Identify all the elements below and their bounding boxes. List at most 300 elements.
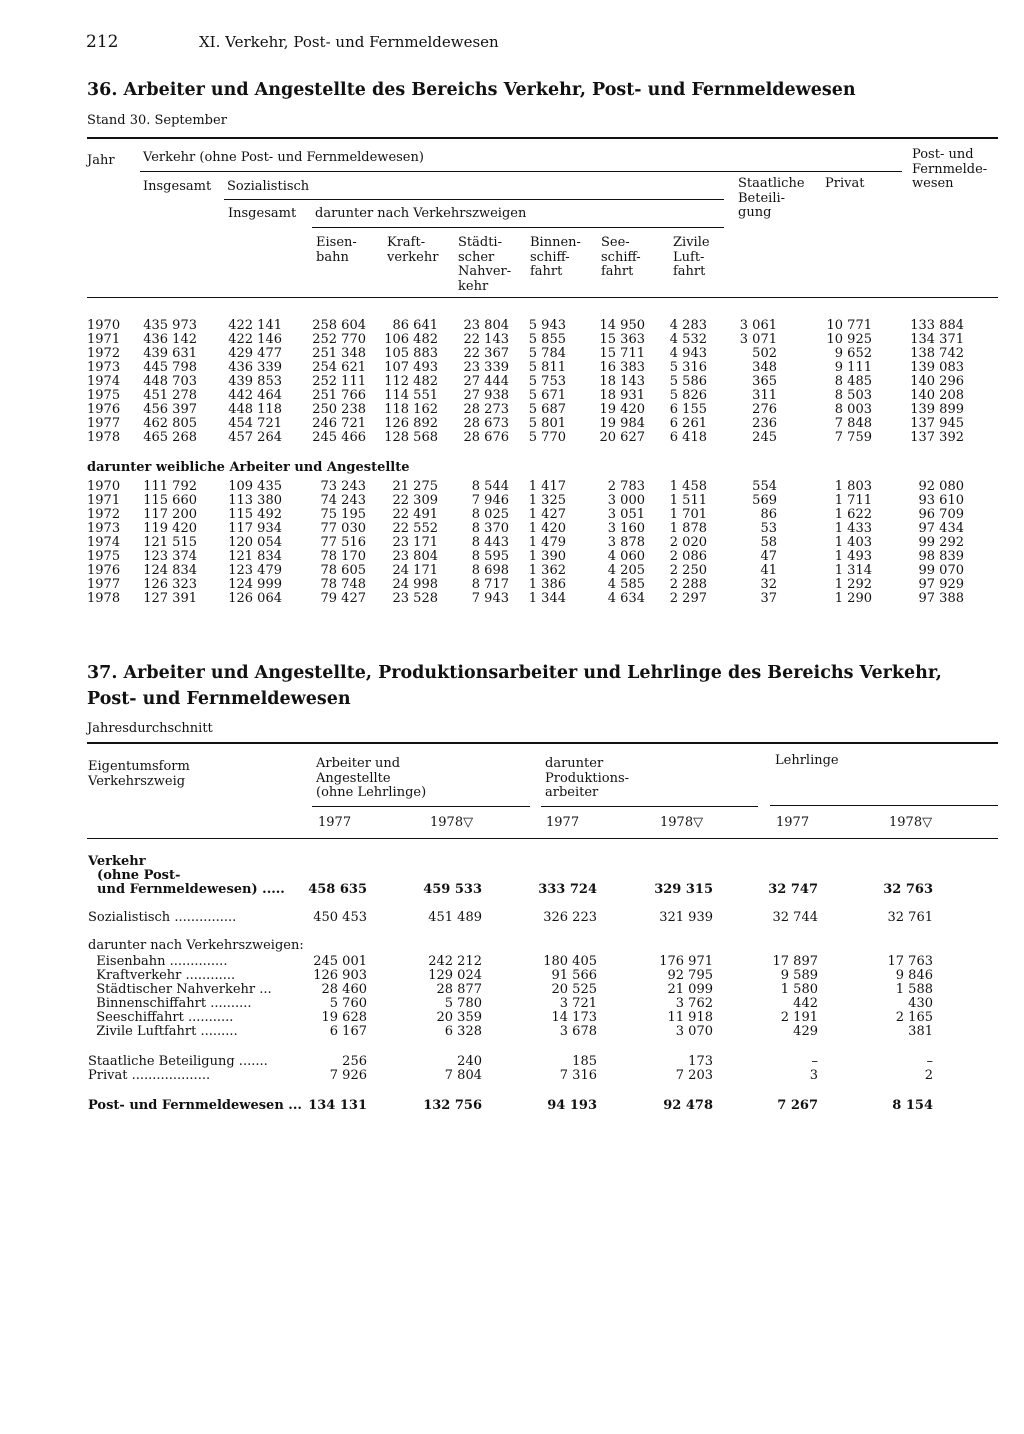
year-cell: 1973 bbox=[87, 360, 121, 375]
cell-arbeiter-1977: 19 628 bbox=[321, 1010, 367, 1025]
cell-privat: 8 485 bbox=[834, 374, 872, 389]
cell-kraftverkehr: 22 491 bbox=[392, 507, 438, 522]
cell-staatlich: 569 bbox=[752, 493, 777, 508]
cell-luft: 6 155 bbox=[669, 402, 707, 417]
year-cell: 1970 bbox=[87, 479, 121, 494]
cell-arbeiter-1978: 129 024 bbox=[428, 968, 482, 983]
cell-produktion-1978: 21 099 bbox=[667, 982, 713, 997]
cell-soz-insgesamt: 442 464 bbox=[228, 388, 282, 403]
t37-rule-lehrlinge bbox=[770, 805, 998, 806]
t36-col-post: Post- und Fernmelde- wesen bbox=[912, 147, 988, 191]
cell-soz-insgesamt: 109 435 bbox=[228, 479, 282, 494]
cell-binnen: 5 943 bbox=[528, 318, 566, 333]
year-cell: 1976 bbox=[87, 402, 121, 417]
cell-see: 4 634 bbox=[607, 591, 645, 606]
row-label: Eisenbahn .............. bbox=[88, 954, 228, 969]
cell-soz-insgesamt: 457 264 bbox=[228, 430, 282, 445]
table-row bbox=[0, 417, 1024, 431]
t37-year-1978-a: 1978▽ bbox=[430, 815, 474, 830]
cell-insgesamt: 456 397 bbox=[143, 402, 197, 417]
table-row bbox=[0, 1099, 1024, 1113]
cell-post: 93 610 bbox=[918, 493, 964, 508]
t36-col-sozialistisch: Sozialistisch bbox=[227, 179, 310, 194]
cell-post: 133 884 bbox=[910, 318, 964, 333]
cell-staatlich: 37 bbox=[760, 591, 777, 606]
cell-privat: 9 111 bbox=[834, 360, 872, 375]
cell-see: 19 984 bbox=[599, 416, 645, 431]
cell-arbeiter-1977: 245 001 bbox=[313, 954, 367, 969]
cell-luft: 5 586 bbox=[669, 374, 707, 389]
cell-staatlich: 554 bbox=[752, 479, 777, 494]
table-row bbox=[0, 375, 1024, 389]
cell-privat: 1 433 bbox=[834, 521, 872, 536]
table37-title-line1: 37. Arbeiter und Angestellte, Produktionsarbeiter und Lehrlinge des Bereichs Verkehr, bbox=[87, 663, 942, 683]
t36-rule-darunter bbox=[312, 227, 724, 228]
cell-lehrlinge-1977: 2 191 bbox=[780, 1010, 818, 1025]
cell-privat: 1 292 bbox=[834, 577, 872, 592]
cell-staatlich: 311 bbox=[752, 388, 777, 403]
t36-female-label: darunter weibliche Arbeiter und Angestellte bbox=[87, 460, 410, 475]
cell-soz-insgesamt: 124 999 bbox=[228, 577, 282, 592]
cell-produktion-1977: 7 316 bbox=[559, 1068, 597, 1083]
cell-staedtischer: 23 339 bbox=[463, 360, 509, 375]
cell-insgesamt: 127 391 bbox=[143, 591, 197, 606]
table-row bbox=[0, 983, 1024, 997]
table36-top-rule bbox=[87, 137, 998, 139]
cell-eisenbahn: 245 466 bbox=[312, 430, 366, 445]
year-cell: 1977 bbox=[87, 416, 121, 431]
table-row bbox=[0, 911, 1024, 925]
cell-binnen: 1 479 bbox=[528, 535, 566, 550]
table-row bbox=[0, 508, 1024, 522]
cell-insgesamt: 435 973 bbox=[143, 318, 197, 333]
cell-kraftverkehr: 23 528 bbox=[392, 591, 438, 606]
t36-col-see: See- schiff- fahrt bbox=[601, 235, 641, 279]
cell-privat: 7 759 bbox=[834, 430, 872, 445]
cell-produktion-1977: 91 566 bbox=[551, 968, 597, 983]
t36-col-insgesamt: Insgesamt bbox=[143, 179, 212, 194]
year-cell: 1977 bbox=[87, 577, 121, 592]
cell-lehrlinge-1978: 2 165 bbox=[895, 1010, 933, 1025]
cell-post: 139 899 bbox=[910, 402, 964, 417]
year-cell: 1971 bbox=[87, 493, 121, 508]
cell-kraftverkehr: 24 998 bbox=[392, 577, 438, 592]
cell-staedtischer: 27 938 bbox=[463, 388, 509, 403]
cell-see: 20 627 bbox=[599, 430, 645, 445]
cell-post: 99 292 bbox=[918, 535, 964, 550]
cell-kraftverkehr: 126 892 bbox=[384, 416, 438, 431]
table-row bbox=[0, 347, 1024, 361]
row-label: Städtischer Nahverkehr ... bbox=[88, 982, 272, 997]
cell-produktion-1977: 20 525 bbox=[551, 982, 597, 997]
t37-year-1977-a: 1977 bbox=[318, 815, 352, 830]
t36-col-luft: Zivile Luft- fahrt bbox=[673, 235, 710, 279]
cell-insgesamt: 465 268 bbox=[143, 430, 197, 445]
cell-lehrlinge-1978: 9 846 bbox=[895, 968, 933, 983]
year-cell: 1971 bbox=[87, 332, 121, 347]
cell-eisenbahn: 250 238 bbox=[312, 402, 366, 417]
cell-binnen: 5 671 bbox=[528, 388, 566, 403]
cell-staatlich: 32 bbox=[760, 577, 777, 592]
cell-staedtischer: 23 804 bbox=[463, 318, 509, 333]
table-row bbox=[0, 536, 1024, 550]
cell-arbeiter-1977: 126 903 bbox=[313, 968, 367, 983]
cell-eisenbahn: 79 427 bbox=[320, 591, 366, 606]
cell-post: 97 929 bbox=[918, 577, 964, 592]
cell-luft: 2 250 bbox=[669, 563, 707, 578]
cell-lehrlinge-1978: 381 bbox=[908, 1024, 933, 1039]
row-label: Binnenschiffahrt .......... bbox=[88, 996, 252, 1011]
table-row bbox=[0, 564, 1024, 578]
cell-staatlich: 365 bbox=[752, 374, 777, 389]
cell-arbeiter-1978: 451 489 bbox=[428, 910, 482, 925]
cell-arbeiter-1978: 28 877 bbox=[436, 982, 482, 997]
cell-privat: 10 925 bbox=[826, 332, 872, 347]
t37-header-bottom-rule bbox=[87, 838, 998, 839]
t36-col-staedtischer: Städti- scher Nahver- kehr bbox=[458, 235, 512, 294]
year-cell: 1972 bbox=[87, 346, 121, 361]
cell-insgesamt: 117 200 bbox=[143, 507, 197, 522]
cell-soz-insgesamt: 120 054 bbox=[228, 535, 282, 550]
cell-soz-insgesamt: 117 934 bbox=[228, 521, 282, 536]
cell-produktion-1977: 3 678 bbox=[559, 1024, 597, 1039]
table-row bbox=[0, 1069, 1024, 1083]
cell-soz-insgesamt: 121 834 bbox=[228, 549, 282, 564]
cell-privat: 10 771 bbox=[826, 318, 872, 333]
cell-lehrlinge-1977: 9 589 bbox=[780, 968, 818, 983]
cell-eisenbahn: 78 605 bbox=[320, 563, 366, 578]
cell-soz-insgesamt: 113 380 bbox=[228, 493, 282, 508]
cell-binnen: 5 770 bbox=[528, 430, 566, 445]
cell-produktion-1978: 3 070 bbox=[675, 1024, 713, 1039]
cell-staatlich: 502 bbox=[752, 346, 777, 361]
cell-produktion-1978: 11 918 bbox=[667, 1010, 713, 1025]
cell-binnen: 5 784 bbox=[528, 346, 566, 361]
year-cell: 1973 bbox=[87, 521, 121, 536]
t37-col-arbeiter: Arbeiter und Angestellte (ohne Lehrlinge) bbox=[316, 756, 427, 800]
cell-see: 19 420 bbox=[599, 402, 645, 417]
cell-staedtischer: 8 025 bbox=[471, 507, 509, 522]
table-row bbox=[0, 480, 1024, 494]
cell-post: 97 434 bbox=[918, 521, 964, 536]
cell-binnen: 1 420 bbox=[528, 521, 566, 536]
t36-col-kraftverkehr: Kraft- verkehr bbox=[387, 235, 439, 265]
t36-rule-sozialistisch bbox=[224, 199, 724, 200]
year-cell: 1978 bbox=[87, 430, 121, 445]
cell-post: 97 388 bbox=[918, 591, 964, 606]
table-row bbox=[0, 319, 1024, 333]
cell-privat: 1 403 bbox=[834, 535, 872, 550]
row-label: Privat ................... bbox=[88, 1068, 211, 1083]
table-row bbox=[0, 431, 1024, 445]
cell-binnen: 1 325 bbox=[528, 493, 566, 508]
cell-arbeiter-1977: 134 131 bbox=[308, 1098, 367, 1113]
cell-kraftverkehr: 128 568 bbox=[384, 430, 438, 445]
t36-header-bottom-rule bbox=[87, 297, 998, 298]
cell-luft: 2 288 bbox=[669, 577, 707, 592]
cell-post: 139 083 bbox=[910, 360, 964, 375]
cell-arbeiter-1978: 459 533 bbox=[423, 882, 482, 897]
table-row bbox=[0, 494, 1024, 508]
cell-produktion-1977: 326 223 bbox=[543, 910, 597, 925]
cell-kraftverkehr: 114 551 bbox=[384, 388, 438, 403]
cell-produktion-1978: 92 478 bbox=[663, 1098, 713, 1113]
table37-subtitle: Jahresdurchschnitt bbox=[87, 721, 213, 736]
table-row bbox=[0, 361, 1024, 375]
cell-kraftverkehr: 112 482 bbox=[384, 374, 438, 389]
cell-luft: 4 532 bbox=[669, 332, 707, 347]
cell-produktion-1977: 3 721 bbox=[559, 996, 597, 1011]
row-label: Post- und Fernmeldewesen ... bbox=[88, 1098, 302, 1113]
cell-lehrlinge-1977: 32 747 bbox=[768, 882, 818, 897]
cell-privat: 1 290 bbox=[834, 591, 872, 606]
cell-soz-insgesamt: 429 477 bbox=[228, 346, 282, 361]
cell-staedtischer: 8 698 bbox=[471, 563, 509, 578]
row-label: Verkehr (ohne Post- und Fernmeldewesen) ..... bbox=[88, 854, 285, 897]
cell-produktion-1978: 176 971 bbox=[659, 954, 713, 969]
cell-post: 98 839 bbox=[918, 549, 964, 564]
year-cell: 1974 bbox=[87, 535, 121, 550]
year-cell: 1970 bbox=[87, 318, 121, 333]
cell-insgesamt: 124 834 bbox=[143, 563, 197, 578]
cell-lehrlinge-1977: 429 bbox=[793, 1024, 818, 1039]
table-row bbox=[0, 883, 1024, 897]
cell-staedtischer: 28 676 bbox=[463, 430, 509, 445]
row-label: darunter nach Verkehrszweigen: bbox=[88, 938, 304, 953]
cell-soz-insgesamt: 126 064 bbox=[228, 591, 282, 606]
t37-year-1978-b: 1978▽ bbox=[660, 815, 704, 830]
cell-post: 137 945 bbox=[910, 416, 964, 431]
t36-col-jahr: Jahr bbox=[87, 153, 115, 168]
cell-soz-insgesamt: 115 492 bbox=[228, 507, 282, 522]
cell-arbeiter-1978: 242 212 bbox=[428, 954, 482, 969]
cell-arbeiter-1977: 5 760 bbox=[329, 996, 367, 1011]
year-cell: 1975 bbox=[87, 549, 121, 564]
cell-produktion-1978: 329 315 bbox=[654, 882, 713, 897]
cell-privat: 9 652 bbox=[834, 346, 872, 361]
cell-privat: 8 503 bbox=[834, 388, 872, 403]
cell-insgesamt: 462 805 bbox=[143, 416, 197, 431]
t37-year-1978-c: 1978▽ bbox=[889, 815, 933, 830]
cell-staatlich: 47 bbox=[760, 549, 777, 564]
table-row bbox=[0, 1011, 1024, 1025]
table-row bbox=[0, 403, 1024, 417]
t37-col-eigentum: Eigentumsform Verkehrszweig bbox=[88, 759, 190, 789]
table-row bbox=[0, 333, 1024, 347]
cell-luft: 2 297 bbox=[669, 591, 707, 606]
t36-col-darunter: darunter nach Verkehrszweigen bbox=[315, 206, 527, 221]
cell-soz-insgesamt: 422 146 bbox=[228, 332, 282, 347]
cell-see: 2 783 bbox=[607, 479, 645, 494]
cell-produktion-1977: 185 bbox=[572, 1054, 597, 1069]
cell-eisenbahn: 252 111 bbox=[312, 374, 366, 389]
cell-insgesamt: 448 703 bbox=[143, 374, 197, 389]
table-row bbox=[0, 939, 1024, 953]
cell-arbeiter-1977: 458 635 bbox=[308, 882, 367, 897]
table-row bbox=[0, 578, 1024, 592]
cell-luft: 1 878 bbox=[669, 521, 707, 536]
cell-produktion-1977: 94 193 bbox=[547, 1098, 597, 1113]
cell-eisenbahn: 73 243 bbox=[320, 479, 366, 494]
cell-privat: 8 003 bbox=[834, 402, 872, 417]
cell-eisenbahn: 75 195 bbox=[320, 507, 366, 522]
cell-eisenbahn: 254 621 bbox=[312, 360, 366, 375]
cell-binnen: 1 344 bbox=[528, 591, 566, 606]
cell-see: 3 051 bbox=[607, 507, 645, 522]
cell-staatlich: 86 bbox=[760, 507, 777, 522]
table-row bbox=[0, 550, 1024, 564]
t37-col-produktion: darunter Produktions- arbeiter bbox=[545, 756, 630, 800]
cell-staedtischer: 8 595 bbox=[471, 549, 509, 564]
cell-arbeiter-1977: 28 460 bbox=[321, 982, 367, 997]
cell-luft: 6 418 bbox=[669, 430, 707, 445]
cell-soz-insgesamt: 439 853 bbox=[228, 374, 282, 389]
cell-arbeiter-1978: 20 359 bbox=[436, 1010, 482, 1025]
table-row bbox=[0, 592, 1024, 606]
table-row bbox=[0, 1025, 1024, 1039]
t36-col-eisenbahn: Eisen- bahn bbox=[316, 235, 357, 265]
cell-staatlich: 245 bbox=[752, 430, 777, 445]
cell-see: 3 000 bbox=[607, 493, 645, 508]
cell-post: 140 296 bbox=[910, 374, 964, 389]
table37-title-line2: Post- und Fernmeldewesen bbox=[87, 689, 351, 709]
cell-luft: 1 701 bbox=[669, 507, 707, 522]
cell-insgesamt: 439 631 bbox=[143, 346, 197, 361]
cell-lehrlinge-1977: 17 897 bbox=[772, 954, 818, 969]
cell-lehrlinge-1977: 3 bbox=[809, 1068, 818, 1083]
cell-luft: 1 511 bbox=[669, 493, 707, 508]
cell-staedtischer: 22 367 bbox=[463, 346, 509, 361]
running-title: XI. Verkehr, Post- und Fernmeldewesen bbox=[199, 33, 499, 51]
year-cell: 1976 bbox=[87, 563, 121, 578]
cell-lehrlinge-1978: 17 763 bbox=[887, 954, 933, 969]
cell-eisenbahn: 78 748 bbox=[320, 577, 366, 592]
t37-year-1977-c: 1977 bbox=[776, 815, 810, 830]
t36-col-staatlich: Staatliche Beteili- gung bbox=[738, 176, 805, 220]
cell-insgesamt: 436 142 bbox=[143, 332, 197, 347]
table-row bbox=[0, 997, 1024, 1011]
cell-eisenbahn: 78 170 bbox=[320, 549, 366, 564]
cell-kraftverkehr: 22 552 bbox=[392, 521, 438, 536]
cell-produktion-1978: 173 bbox=[688, 1054, 713, 1069]
cell-insgesamt: 111 792 bbox=[143, 479, 197, 494]
t37-year-1977-b: 1977 bbox=[546, 815, 580, 830]
cell-see: 3 160 bbox=[607, 521, 645, 536]
cell-kraftverkehr: 107 493 bbox=[384, 360, 438, 375]
cell-arbeiter-1977: 450 453 bbox=[313, 910, 367, 925]
cell-soz-insgesamt: 454 721 bbox=[228, 416, 282, 431]
cell-staatlich: 3 071 bbox=[739, 332, 777, 347]
cell-soz-insgesamt: 436 339 bbox=[228, 360, 282, 375]
cell-staedtischer: 7 943 bbox=[471, 591, 509, 606]
cell-post: 138 742 bbox=[910, 346, 964, 361]
cell-arbeiter-1977: 256 bbox=[342, 1054, 367, 1069]
cell-soz-insgesamt: 422 141 bbox=[228, 318, 282, 333]
cell-insgesamt: 445 798 bbox=[143, 360, 197, 375]
cell-privat: 1 493 bbox=[834, 549, 872, 564]
cell-staedtischer: 7 946 bbox=[471, 493, 509, 508]
cell-luft: 5 826 bbox=[669, 388, 707, 403]
t36-col-verkehr: Verkehr (ohne Post- und Fernmeldewesen) bbox=[143, 150, 424, 165]
cell-eisenbahn: 77 516 bbox=[320, 535, 366, 550]
cell-privat: 1 622 bbox=[834, 507, 872, 522]
cell-post: 137 392 bbox=[910, 430, 964, 445]
cell-arbeiter-1978: 240 bbox=[457, 1054, 482, 1069]
cell-soz-insgesamt: 448 118 bbox=[228, 402, 282, 417]
table-row bbox=[0, 522, 1024, 536]
cell-luft: 2 020 bbox=[669, 535, 707, 550]
cell-lehrlinge-1977: – bbox=[811, 1054, 818, 1069]
cell-insgesamt: 119 420 bbox=[143, 521, 197, 536]
table36-title: 36. Arbeiter und Angestellte des Bereichs Verkehr, Post- und Fernmeldewesen bbox=[87, 80, 856, 100]
cell-binnen: 1 417 bbox=[528, 479, 566, 494]
cell-staedtischer: 22 143 bbox=[463, 332, 509, 347]
table-row bbox=[0, 1055, 1024, 1069]
cell-eisenbahn: 252 770 bbox=[312, 332, 366, 347]
cell-post: 140 208 bbox=[910, 388, 964, 403]
cell-binnen: 5 801 bbox=[528, 416, 566, 431]
cell-post: 92 080 bbox=[918, 479, 964, 494]
cell-privat: 1 711 bbox=[834, 493, 872, 508]
cell-kraftverkehr: 106 482 bbox=[384, 332, 438, 347]
cell-see: 18 931 bbox=[599, 388, 645, 403]
cell-lehrlinge-1978: – bbox=[926, 1054, 933, 1069]
year-cell: 1972 bbox=[87, 507, 121, 522]
cell-staedtischer: 8 717 bbox=[471, 577, 509, 592]
cell-luft: 4 943 bbox=[669, 346, 707, 361]
cell-arbeiter-1977: 6 167 bbox=[329, 1024, 367, 1039]
row-label: Seeschiffahrt ........... bbox=[88, 1010, 234, 1025]
cell-see: 15 363 bbox=[599, 332, 645, 347]
cell-staedtischer: 8 544 bbox=[471, 479, 509, 494]
cell-kraftverkehr: 22 309 bbox=[392, 493, 438, 508]
cell-luft: 4 283 bbox=[669, 318, 707, 333]
cell-eisenbahn: 258 604 bbox=[312, 318, 366, 333]
cell-binnen: 5 811 bbox=[528, 360, 566, 375]
cell-lehrlinge-1977: 7 267 bbox=[777, 1098, 818, 1113]
cell-insgesamt: 451 278 bbox=[143, 388, 197, 403]
cell-post: 96 709 bbox=[918, 507, 964, 522]
t36-col-binnen: Binnen- schiff- fahrt bbox=[530, 235, 581, 279]
row-label: Zivile Luftfahrt ......... bbox=[88, 1024, 238, 1039]
cell-luft: 2 086 bbox=[669, 549, 707, 564]
cell-see: 15 711 bbox=[599, 346, 645, 361]
year-cell: 1975 bbox=[87, 388, 121, 403]
cell-kraftverkehr: 21 275 bbox=[392, 479, 438, 494]
cell-soz-insgesamt: 123 479 bbox=[228, 563, 282, 578]
cell-binnen: 1 390 bbox=[528, 549, 566, 564]
cell-eisenbahn: 74 243 bbox=[320, 493, 366, 508]
cell-luft: 1 458 bbox=[669, 479, 707, 494]
cell-kraftverkehr: 24 171 bbox=[392, 563, 438, 578]
cell-lehrlinge-1978: 8 154 bbox=[892, 1098, 933, 1113]
cell-produktion-1977: 14 173 bbox=[551, 1010, 597, 1025]
table36-subtitle: Stand 30. September bbox=[87, 113, 227, 128]
row-label: Kraftverkehr ............ bbox=[88, 968, 236, 983]
cell-staatlich: 276 bbox=[752, 402, 777, 417]
cell-produktion-1978: 7 203 bbox=[675, 1068, 713, 1083]
cell-produktion-1978: 321 939 bbox=[659, 910, 713, 925]
cell-arbeiter-1978: 7 804 bbox=[444, 1068, 482, 1083]
year-cell: 1974 bbox=[87, 374, 121, 389]
cell-see: 3 878 bbox=[607, 535, 645, 550]
cell-lehrlinge-1978: 32 763 bbox=[883, 882, 933, 897]
cell-binnen: 5 753 bbox=[528, 374, 566, 389]
cell-produktion-1977: 333 724 bbox=[538, 882, 597, 897]
cell-privat: 1 803 bbox=[834, 479, 872, 494]
table-row bbox=[0, 389, 1024, 403]
cell-binnen: 1 362 bbox=[528, 563, 566, 578]
